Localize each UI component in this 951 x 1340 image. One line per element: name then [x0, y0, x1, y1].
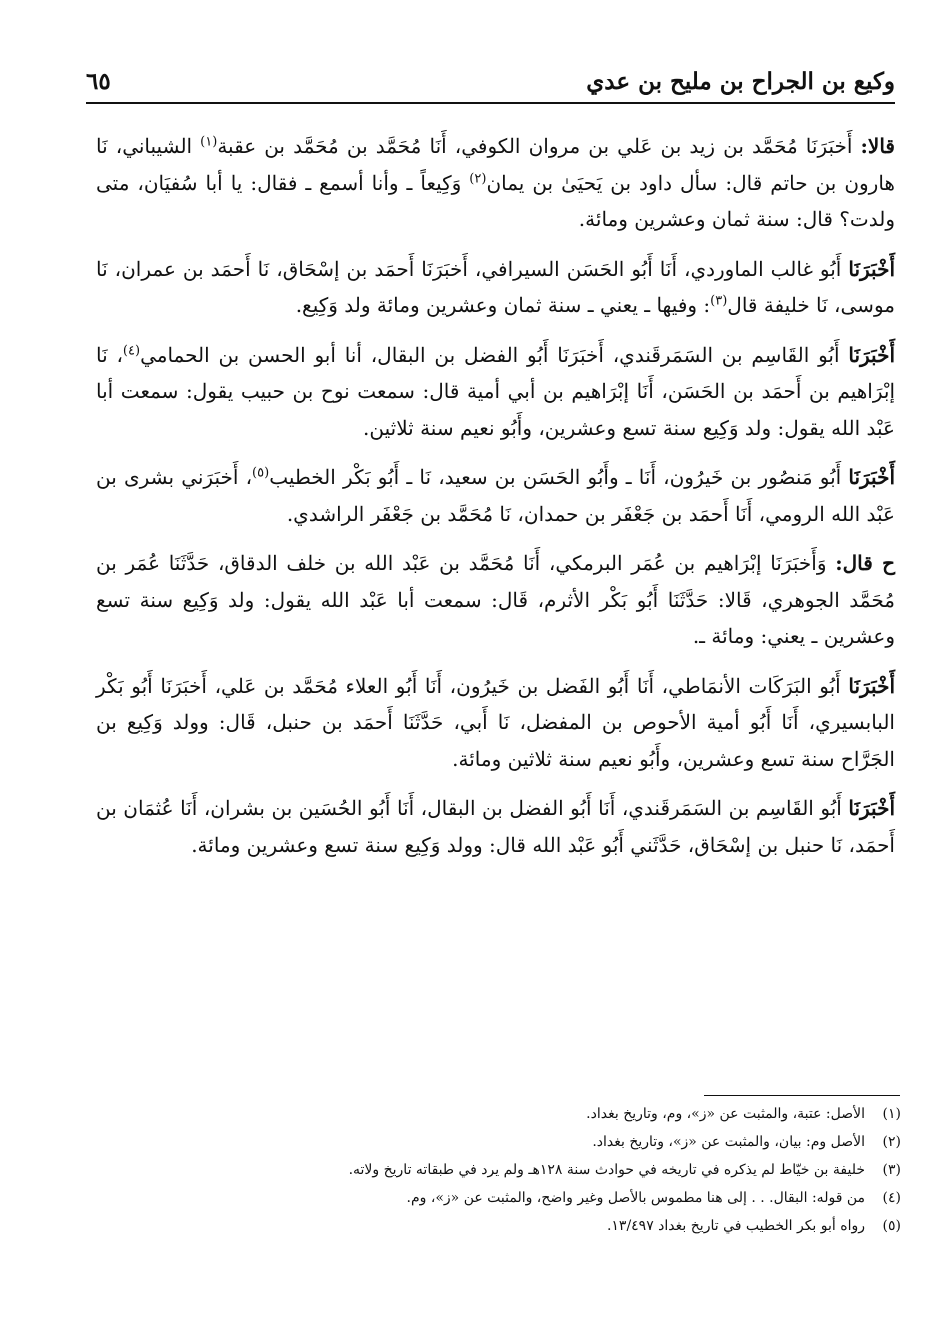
paragraph-lead: قالا:	[860, 134, 895, 158]
footnote-number: (٢)	[882, 1134, 901, 1150]
footnote-ref: (٥)	[252, 465, 270, 481]
paragraph-text: أَخبَرَنَا مُحَمَّد بن زيد بن عَلي بن مروان الكوفي، أَنَا مُحَمَّد بن مُحَمَّد بن عقبة	[217, 134, 861, 158]
header-divider	[86, 102, 895, 104]
paragraph	[96, 128, 895, 238]
paragraph-lead: أَخْبَرَنَا	[848, 256, 895, 281]
paragraph-text: الشيباني، نَا هارون بن حاتم قال: سأل داود بن يَحيَىٰ بن يمان	[96, 134, 895, 195]
paragraph-text: وَكِيعاً ـ وأنا أسمع ـ فقال: يا أبا سُفيَان، متى ولدت؟ قال: سنة ثمان وعشرين ومائة.	[96, 170, 895, 231]
paragraph	[96, 337, 895, 447]
paragraph-lead: ح قال:	[835, 551, 895, 575]
paragraph	[96, 668, 895, 778]
paragraph-text: أَبُو القَاسِم بن السَمَرقَندي، أَنَا أَبُو الفضل بن البقال، أَنَا أَبُو الحُسَين بن بشران، أَنَا عُثمَان بن أَحمَد، نَا حنبل بن إسْحَاق، حَدَّثَني أَبُو عَبْد الله قال: وولد وَكِيع سنة تسع وعشرين ومائة.	[96, 796, 895, 857]
footnote	[150, 1128, 901, 1156]
paragraph-lead: أَخْبَرَنَا	[848, 465, 895, 489]
footnote-ref: (٢)	[469, 170, 487, 186]
paragraph	[96, 790, 895, 863]
footnote-number: (١)	[882, 1106, 901, 1122]
paragraph-lead: أَخْبَرَنَا	[848, 673, 895, 698]
paragraph-text: أَبُو غالب الماوردي، أَنَا أَبُو الحَسَن السيرافي، أَخبَرَنَا أَحمَد بن إسْحَاق، نَا أَحمَد بن عمران، نَا موسى، نَا خليفة قال	[96, 256, 895, 317]
footnote	[150, 1100, 901, 1128]
paragraph-lead: أَخْبَرَنَا	[848, 342, 895, 367]
paragraph-text: وَأَخبَرَنَا إبْرَاهيم بن عُمَر البرمكي، أَنَا مُحَمَّد بن عَبْد الله بن خلف الدقاق، حَدَّثَنَا عُمَر بن مُحَمَّد الجوهري، قَالا: حَدَّثَنَا أَبُو بَكْر الأثرم، قَال: سمعت أبا عَبْد الله يقول: ولد وَكِيع سنة تسع وعشرين ـ يعني: ومائة ـ.	[96, 551, 895, 648]
footnote-ref: (٤)	[122, 342, 141, 358]
footnote	[150, 1184, 901, 1212]
running-title: وكيع بن الجراح بن مليح بن عدي	[586, 67, 895, 95]
footnote-number: (٤)	[882, 1190, 901, 1206]
footnote-ref: (١)	[200, 134, 218, 150]
footnote-divider	[704, 1095, 900, 1096]
footnotes	[150, 1100, 901, 1240]
footnote-ref: (٣)	[710, 293, 728, 309]
footnote-text: من قوله: البقال. . . إلى هنا مطموس بالأصل وغير واضح، والمثبت عن «ز»، وم.	[406, 1190, 865, 1206]
paragraph-text: ، نَا إبْرَاهيم بن أَحمَد بن الحَسَن، أَنَا إبْرَاهيم بن أبي أمية قال: سمعت نوح بن حبيب يقول: سمعت أبا عَبْد الله يقول: ولد وَكِيع سنة تسع وعشرين، وأَبُو نعيم سنة ثلاثين.	[96, 342, 895, 440]
page-number: ٦٥	[86, 67, 111, 95]
footnote-text: الأصل: عتبة، والمثبت عن «ز»، وم، وتاريخ بغداد.	[586, 1106, 865, 1122]
paragraph	[96, 251, 895, 324]
footnote	[150, 1212, 901, 1240]
main-text	[96, 128, 895, 876]
paragraph-text: : وفيها ـ يعني ـ سنة ثمان وعشرين ومائة ولد وَكِيع.	[295, 293, 711, 317]
footnote-text: خليفة بن خيّاط لم يذكره في تاريخه في حوادث سنة ١٢٨هـ ولم يرد في طبقاته تاريخ ولاته.	[348, 1162, 865, 1178]
footnote-number: (٥)	[882, 1218, 901, 1234]
paragraph-text: أَبُو البَرَكَات الأنمَاطي، أَنَا أَبُو الفَضل بن خَيرُون، أَنَا أَبُو العلاء مُحَمَّد بن عَلي، أَخبَرَنَا أَبُو بَكْر البابسيري، أَنَا أَبُو أمية الأحوص بن المفضل، نَا أَبي، حَدَّثَنَا أَحمَد بن حنبل، قَال: وولد وَكِيع بن الجَرَّاح سنة تسع وعشرين، وأَبُو نعيم سنة ثلاثين ومائة.	[96, 673, 895, 771]
paragraph	[96, 545, 895, 655]
paragraph	[96, 459, 895, 532]
paragraph-lead: أَخْبَرَنَا	[848, 796, 895, 820]
running-header	[86, 60, 895, 102]
footnote-text: رواه أبو بكر الخطيب في تاريخ بغداد ١٣/٤٩٧.	[606, 1218, 865, 1234]
paragraph-text: ، أَخبَرَني بشرى بن عَبْد الله الرومي، أَنَا أَحمَد بن جَعْفَر بن حمدان، نَا مُحَمَّد بن جَعْفَر الراشدي.	[96, 465, 895, 526]
footnote-number: (٣)	[882, 1162, 901, 1178]
paragraph-text: أَبُو القَاسِم بن السَمَرقَندي، أَخبَرَنَا أَبُو الفضل بن البقال، أنا أبو الحسن بن الحمامي	[140, 342, 849, 367]
paragraph-text: أَبُو مَنصُور بن خَيرُون، أَنَا ـ وأَبُو الحَسَن بن سعيد، نَا ـ أَبُو بَكْر الخطيب	[269, 465, 849, 489]
footnote	[150, 1156, 901, 1184]
footnote-text: الأصل وم: بيان، والمثبت عن «ز»، وتاريخ بغداد.	[592, 1134, 865, 1150]
